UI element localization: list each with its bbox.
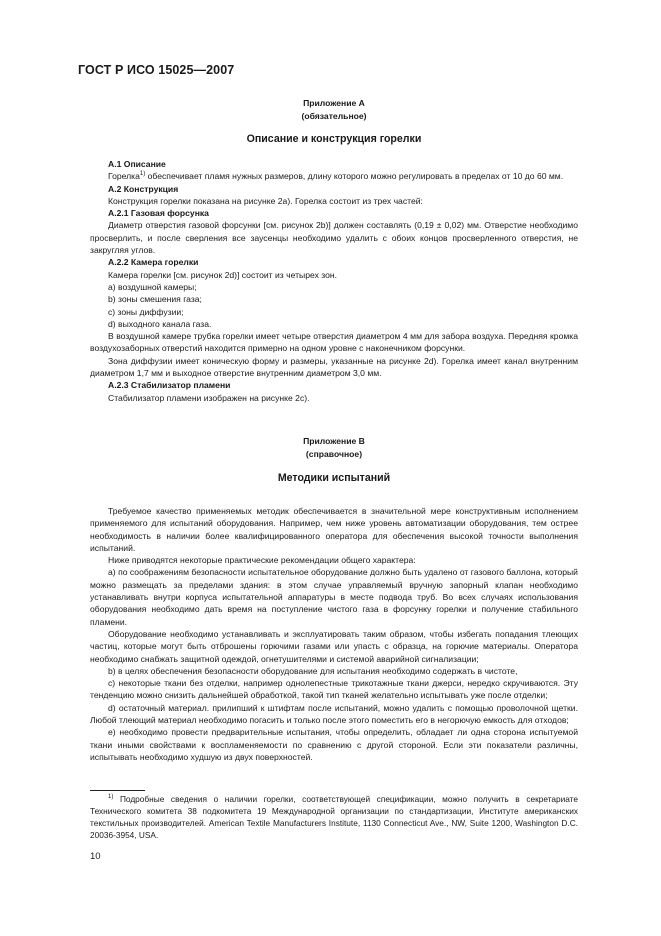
list-item: а) воздушной камеры; <box>108 281 197 292</box>
annex-a-title: Описание и конструкция горелки <box>246 133 422 145</box>
list-item: c) зоны диффузии; <box>108 306 184 317</box>
document-header: ГОСТ Р ИСО 15025—2007 <box>78 63 235 77</box>
footnote-ref[interactable]: 1) <box>139 171 146 178</box>
annex-a-body <box>90 158 578 404</box>
paragraph: Камера горелки [см. рисунок 2d)] состоит из четырех зон. <box>108 269 338 280</box>
annex-b-status: (справочное) <box>305 449 363 459</box>
annex-b-title: Методики испытаний <box>277 472 391 484</box>
list-item: d) выходного канала газа. <box>108 318 212 329</box>
annex-b-body <box>90 505 578 763</box>
footnote-mark: 1) <box>108 794 114 801</box>
section-heading: А.2.2 Камера горелки <box>108 257 199 268</box>
footnote-divider <box>90 790 145 791</box>
footnote-body: Подробные сведения о наличии горелки, соответствующей спецификации, можно получить в секретариате Технического комитета 38 подкомитета 19 Международной организации по стандартизации, Институте американских текстильных производителей. American Textile Manufacturers Institute, 1130 Connecticut Ave., NW, Suite 1200, Washington D.C. 20036-3954, USA. <box>90 794 578 840</box>
annex-b-label: Приложение В <box>303 436 365 446</box>
section-heading: А.2.1 Газовая форсунка <box>108 208 209 219</box>
footnote-text <box>90 793 578 841</box>
page-number: 10 <box>90 851 101 862</box>
list-item: е) необходимо провести предварительные испытания, чтобы определить, обладает ли одна сторона испытуемой ткани иными свойствами к воспламеняемости по сравнению с другой стороной. Если эти показатели различны, испытывать необходимо худшую из двух поверхностей. <box>90 727 578 762</box>
list-item: c) некоторые ткани без отделки, например однолепестные трикотажные ткани джерси, нередко скручиваются. Эту тенденцию можно снизить дальнейшей обработкой, такой тип тканей желательно испытывать уже после отделки; <box>90 678 578 701</box>
paragraph: Ниже приводятся некоторые практические рекомендации общего характера: <box>108 555 416 566</box>
paragraph <box>90 170 578 182</box>
paragraph: Требуемое качество применяемых методик обеспечивается в значительной мере конструктивным исполнением применяемого для испытаний оборудования. Например, чем ниже уровень автоматизации оборудования, тем острее необходимость в наличии более квалифицированного оператора для обеспечения высокой точности выполнения испытаний. <box>90 506 578 553</box>
paragraph-text: обеспечивает пламя нужных размеров, длину которого можно регулировать в пределах от 10 до 60 мм. <box>145 171 564 182</box>
paragraph: В воздушной камере трубка горелки имеет четыре отверстия диаметром 4 мм для забора воздуха. Передняя кромка воздухозаборных отверстий находится примерно на одном уровне с наконечником форсунки. <box>90 331 578 354</box>
list-item: b) зоны смешения газа; <box>108 294 202 305</box>
annex-a-label: Приложение А <box>303 98 365 108</box>
list-item: b) в целях обеспечения безопасности оборудование для испытания необходимо содержать в чистоте, <box>108 665 518 676</box>
burner-word: Горелка <box>108 171 140 182</box>
section-heading: А.1 Описание <box>108 159 166 169</box>
list-item: а) по соображениям безопасности испытательное оборудование должно быть удалено от газового баллона, который можно размещать за пределами здания: в этом случае управляемый вручную запорный клапан необходимо устанавливать внутри корпуса испытательной аппаратуры в месте подвода труб. Во всех случаях использования оборудования необходимо дать время на поступление чистого газа в форсунку горелки и получение стабильного пламени. <box>90 567 578 627</box>
annex-a-status: (обязательное) <box>301 111 367 121</box>
section-heading: А.2 Конструкция <box>108 183 179 194</box>
section-heading: А.2.3 Стабилизатор пламени <box>108 380 231 391</box>
paragraph: Диаметр отверстия газовой форсунки [см. рисунок 2b)] должен составлять (0,19 ± 0,02) мм. Отверстие необходимо просверлить, и после сверления все заусенцы необходимо удалить с обоих концов просверленного отверстия, не закругляя углов. <box>90 220 578 256</box>
list-item: d) остаточный материал. прилипший к штифтам после испытаний, можно удалить с помощью проволочной щетки. Любой тлеющий материал необходимо погасить и только после этого поместить его в негорючую емкость для отходов; <box>90 702 578 726</box>
footnote <box>90 793 578 841</box>
annex-a <box>90 97 578 123</box>
annex-b <box>90 435 578 461</box>
paragraph: Стабилизатор пламени изображен на рисунке 2с). <box>108 392 310 403</box>
paragraph: Конструкция горелки показана на рисунке 2а). Горелка состоит из трех частей: <box>108 195 423 206</box>
paragraph: Зона диффузии имеет коническую форму и размеры, указанные на рисунке 2d). Горелка имеет канал внутренним диаметром 1,7 мм и выходное отверстие внутренним диаметром 3,0 мм. <box>90 355 578 379</box>
paragraph: Оборудование необходимо устанавливать и эксплуатировать таким образом, чтобы избегать попадания тлеющих частиц, которые могут быть отброшены горючими газами или упасть с образца, на горючие материалы. Оператора необходимо снабжать защитной одеждой, огнетушителями и системой аварийной сигнализации; <box>90 628 578 664</box>
